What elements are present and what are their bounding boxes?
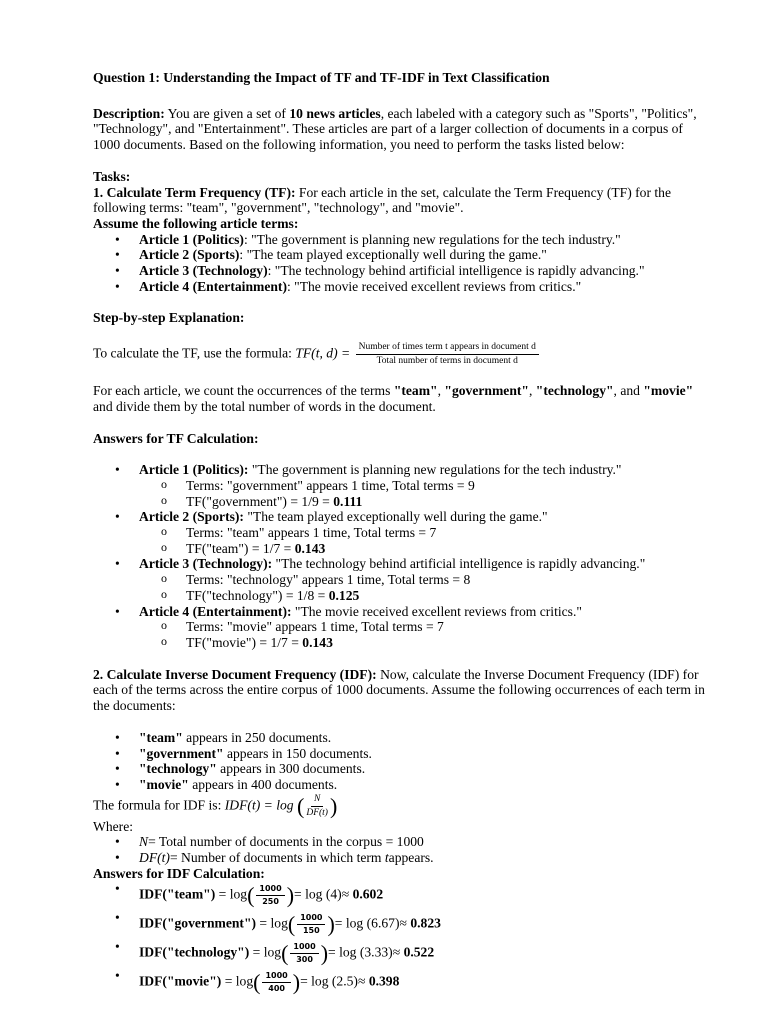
tf-answer-value: o TF("movie") = 1/7 = 0.143 xyxy=(139,635,708,651)
idf-answer-item: • IDF("movie") = log( $\frac{1000}{400}$ )= log (2.5)≈ 0.398 xyxy=(93,968,708,997)
idf-formula: The formula for IDF is: IDF(t) = log ( $\frac{N}{DF(t)}$ ) xyxy=(93,793,338,819)
tf-answer-item: • Article 1 (Politics): "The government is planning new regulations for the tech industry." o Terms: "government" appears 1 time, Total terms = 9 o TF("government") = 1/9 = 0.111 xyxy=(93,462,708,509)
tasks-label: Tasks: xyxy=(93,168,131,184)
article-item: • Article 3 (Technology): "The technology behind artificial intelligence is rapidly advancing." xyxy=(93,263,708,279)
idf-answer-list xyxy=(93,881,708,997)
tf-formula: To calculate the TF, use the formula: TF(t, d) = $\frac{\text{Number of times term t appears in document d}}{\text{Total number of terms in document d}}$ xyxy=(93,342,708,367)
idf-answer-item: • IDF("technology") = log( $\frac{1000}{300}$ )= log (3.33)≈ 0.522 xyxy=(93,939,708,968)
assume-label: Assume the following article terms: xyxy=(93,215,299,231)
article-item: • Article 4 (Entertainment): "The movie received excellent reviews from critics." xyxy=(93,279,708,295)
where-item: • DF(t)= Number of documents in which term tappears. xyxy=(93,850,708,866)
article-item: • Article 1 (Politics): "The government is planning new regulations for the tech industry." xyxy=(93,232,708,248)
tf-answer-item: • Article 2 (Sports): "The team played exceptionally well during the game." o Terms: "team" appears 1 time, Total terms = 7 o TF("team") = 1/7 = 0.143 xyxy=(93,509,708,556)
tf-answer-terms: o Terms: "technology" appears 1 time, Total terms = 8 xyxy=(139,572,708,588)
where-label: Where: xyxy=(93,818,133,834)
tf-answers-label: Answers for TF Calculation: xyxy=(93,430,259,446)
idf-fraction: $\frac{N}{DF(t)}$ xyxy=(306,793,328,818)
where-list xyxy=(93,834,708,865)
tf-answer-value: o TF("team") = 1/7 = 0.143 xyxy=(139,541,708,557)
task2-paragraph: 2. Calculate Inverse Document Frequency (IDF): Now, calculate the Inverse Document Frequency (IDF) for each of the terms across the entire corpus of 1000 documents. Assume the following occurrences of each term in the documents: xyxy=(93,666,705,714)
tf-answer-terms: o Terms: "team" appears 1 time, Total terms = 7 xyxy=(139,525,708,541)
tf-fraction: $\frac{\text{Number of times term t appears in document d}}{\text{Total number of terms in document d}}$ xyxy=(356,342,539,367)
tf-answer-terms: o Terms: "movie" appears 1 time, Total terms = 7 xyxy=(139,619,708,635)
tf-answer-value: o TF("government") = 1/9 = 0.111 xyxy=(139,494,708,510)
idf-answer-item: • IDF("government") = log( $\frac{1000}{150}$ )= log (6.67)≈ 0.823 xyxy=(93,910,708,939)
tf-answer-list xyxy=(93,462,708,650)
description-paragraph: Description: You are given a set of 10 news articles, each labeled with a category such as "Sports", "Politics", "Technology", and "Entertainment". These articles are part of a larger collection of documents in a corpus of 1000 documents. Based on the following information, you need to perform the tasks listed below: xyxy=(93,105,697,153)
task1-paragraph: 1. Calculate Term Frequency (TF): For each article in the set, calculate the Term Frequency (TF) for the following terms: "team", "government", "technology", and "movie". xyxy=(93,184,671,216)
question-title: Question 1: Understanding the Impact of TF and TF-IDF in Text Classification xyxy=(93,70,550,85)
occurrence-item: • "government" appears in 150 documents. xyxy=(93,746,708,762)
occurrence-list xyxy=(93,730,708,793)
tf-answer-item: • Article 4 (Entertainment): "The movie received excellent reviews from critics." o Terms: "movie" appears 1 time, Total terms = 7 o TF("movie") = 1/7 = 0.143 xyxy=(93,604,708,651)
occurrence-item: • "movie" appears in 400 documents. xyxy=(93,777,708,793)
occurrence-item: • "technology" appears in 300 documents. xyxy=(93,761,708,777)
explanation-label: Step-by-step Explanation: xyxy=(93,310,245,326)
occurrence-item: • "team" appears in 250 documents. xyxy=(93,730,708,746)
tf-answer-terms: o Terms: "government" appears 1 time, Total terms = 9 xyxy=(139,478,708,494)
article-item: • Article 2 (Sports): "The team played exceptionally well during the game." xyxy=(93,247,708,263)
tf-answer-item: • Article 3 (Technology): "The technology behind artificial intelligence is rapidly advancing." o Terms: "technology" appears 1 time, Total terms = 8 o TF("technology") = 1/8 = 0.125 xyxy=(93,556,708,603)
where-item: • N= Total number of documents in the corpus = 1000 xyxy=(93,834,708,850)
count-paragraph: For each article, we count the occurrences of the terms "team", "government", "technology", and "movie" and divide them by the total number of words in the document. xyxy=(93,383,694,414)
idf-answers-label: Answers for IDF Calculation: xyxy=(93,865,265,881)
idf-answer-item: • IDF("team") = log( $\frac{1000}{250}$ )= log (4)≈ 0.602 xyxy=(93,881,708,910)
tf-answer-value: o TF("technology") = 1/8 = 0.125 xyxy=(139,588,708,604)
article-list xyxy=(93,232,708,295)
